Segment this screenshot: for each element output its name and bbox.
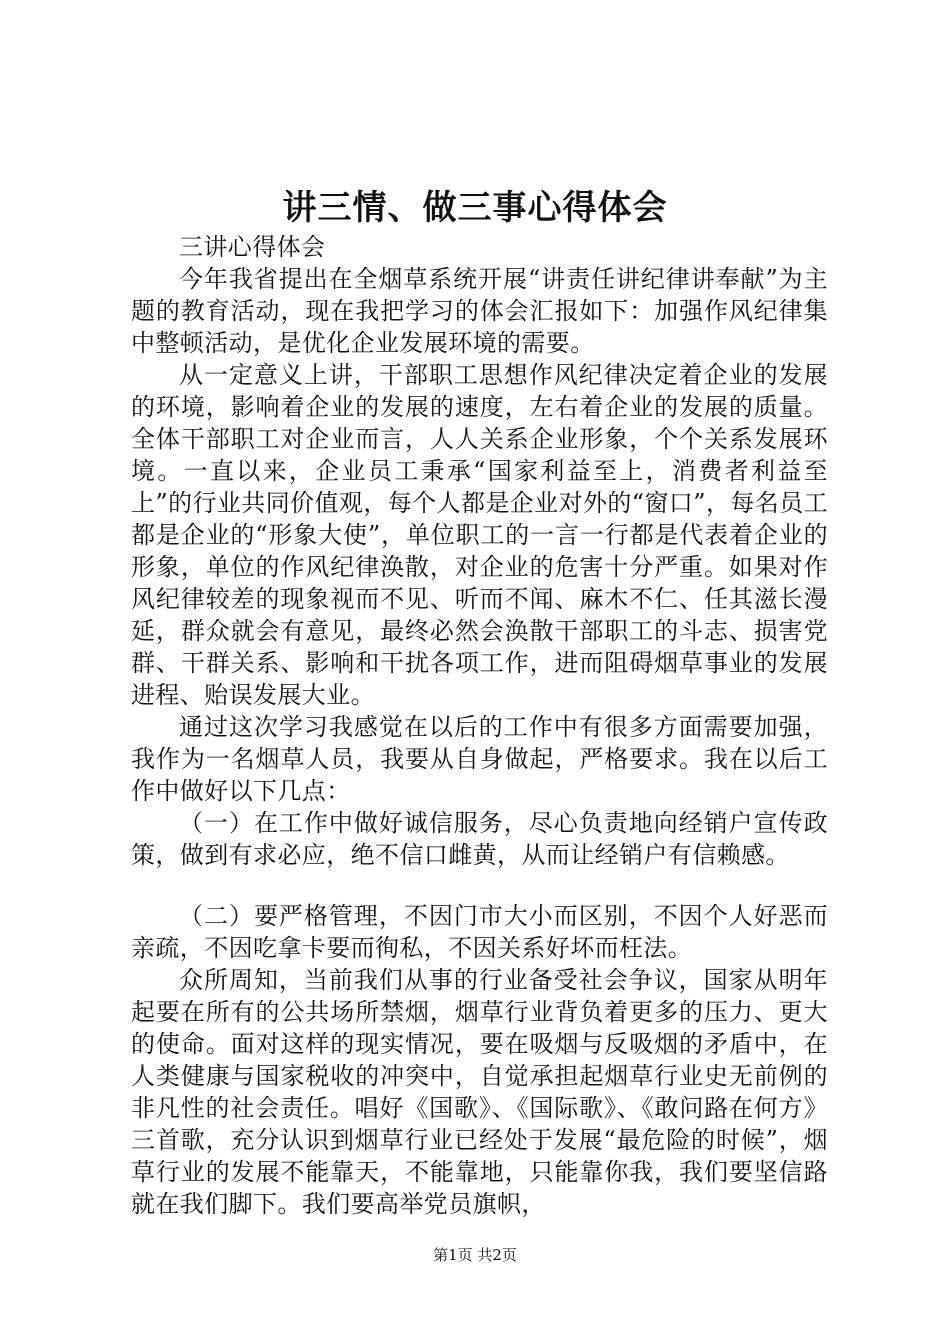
paragraph-subtitle: 三讲心得体会 <box>179 233 326 261</box>
document-body <box>131 231 828 1220</box>
paragraph-point-one: （一）在工作中做好诚信服务，尽心负责地向经销户宣传政策，做到有求必应，绝不信口雌黄，从而让经销户有信赖感。 <box>131 809 828 869</box>
paragraph-discipline: 从一定意义上讲，干部职工思想作风纪律决定着企业的发展的环境，影响着企业的发展的速度，左右着企业的发展的质量。全体干部职工对企业而言，人人关系企业形象，个个关系发展环境。一直以来，企业员工秉承“国家利益至上，消费者利益至上”的行业共同价值观，每个人都是企业对外的“窗口”，每名员工都是企业的“形象大使”，单位职工的一言一行都是代表着企业的形象，单位的作风纪律涣散，对企业的危害十分严重。如果对作风纪律较差的现象视而不见、听而不闻、麻木不仁、任其滋长漫延，群众就会有意见，最终必然会涣散干部职工的斗志、损害党群、干群关系、影响和干扰各项工作，进而阻碍烟草事业的发展进程、贻误发展大业。 <box>131 361 828 709</box>
paragraph-study: 通过这次学习我感觉在以后的工作中有很多方面需要加强，我作为一名烟草人员，我要从自身做起，严格要求。我在以后工作中做好以下几点： <box>131 713 828 805</box>
paragraph-intro: 今年我省提出在全烟草系统开展“讲责任讲纪律讲奉献”为主题的教育活动，现在我把学习的体会汇报如下：加强作风纪律集中整顿活动，是优化企业发展环境的需要。 <box>131 265 828 357</box>
document-title: 讲三情、做三事心得体会 <box>282 188 668 228</box>
paragraph-spacer <box>131 871 828 900</box>
paragraph-industry: 众所周知，当前我们从事的行业备受社会争议，国家从明年起要在所有的公共场所禁烟，烟草行业背负着更多的压力、更大的使命。面对这样的现实情况，要在吸烟与反吸烟的矛盾中，在人类健康与国家税收的冲突中，自觉承担起烟草行业史无前例的非凡性的社会责任。唱好《国歌》、《国际歌》、《敢问路在何方》三首歌，充分认识到烟草行业已经处于发展“最危险的时候”，烟草行业的发展不能靠天，不能靠地，只能靠你我，我们要坚信路就在我们脚下。我们要高举党员旗帜， <box>131 966 828 1218</box>
paragraph-point-two: （二）要严格管理，不因门市大小而区别，不因个人好恶而亲疏，不因吃拿卡要而徇私，不因关系好坏而枉法。 <box>131 902 828 962</box>
page-number: 第1页 共2页 <box>433 1246 517 1264</box>
